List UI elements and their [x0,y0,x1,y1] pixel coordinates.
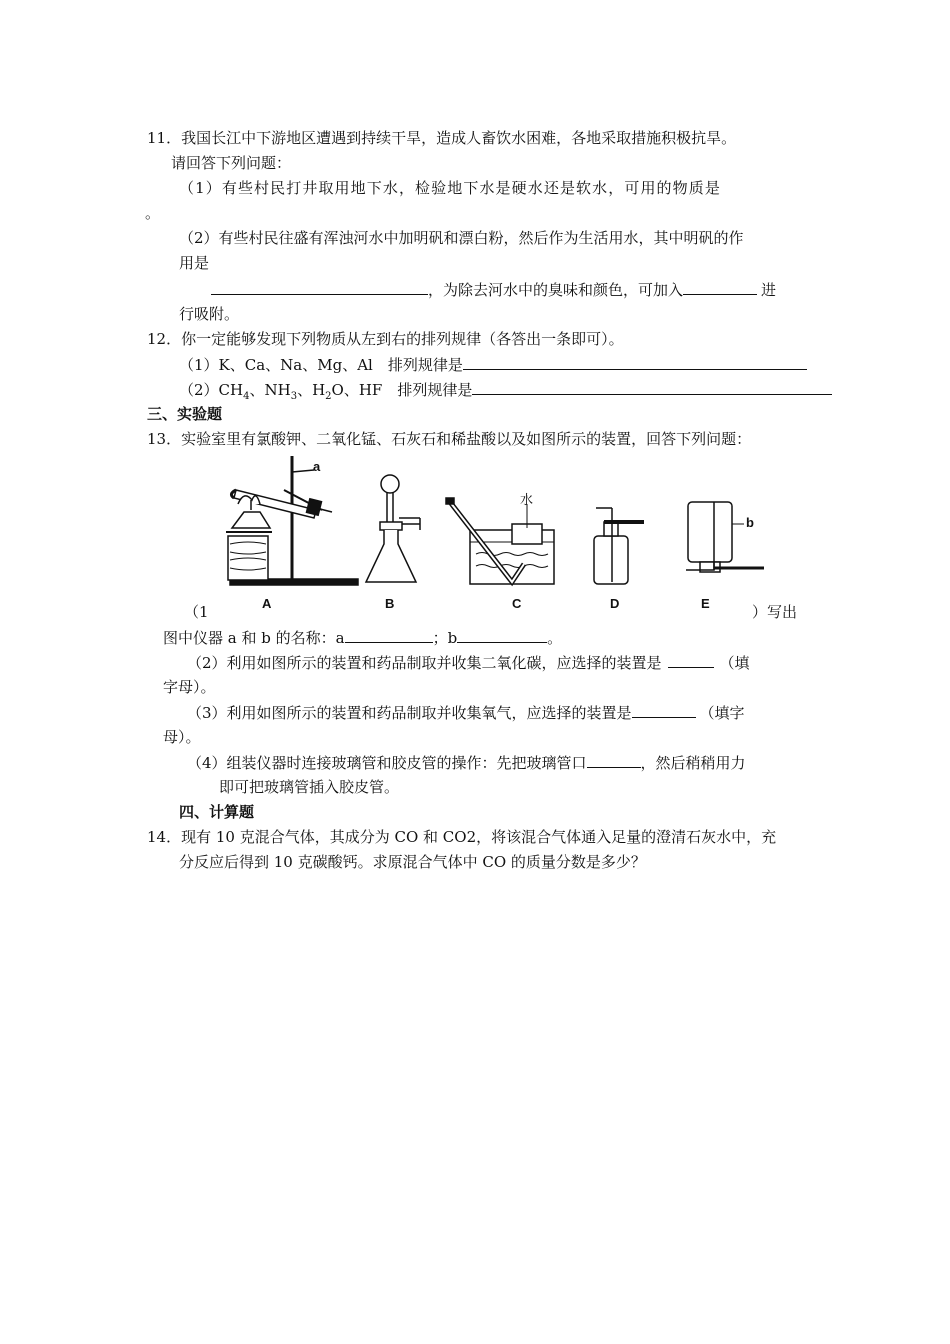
q13-part3-line [187,702,745,723]
q13-part2-b: 字母）。 [163,678,216,696]
q12-part1-line [179,354,807,375]
q13-part2-a: （2）利用如图所示的装置和药品制取并收集二氧化碳，应选择的装置是 [187,654,662,672]
q13-part1-b-mid: ；b [432,629,458,647]
q11-part1-end: 。 [145,204,161,222]
q12-part1: （1）K、Ca、Na、Mg、Al 排列规律是 [179,356,463,374]
label-A: A [262,596,272,611]
q12-part2-pre: （2）CH [179,381,244,399]
answer-blank-adsorbent[interactable] [683,279,757,295]
q13-part1-open: （1 [184,603,209,621]
q14-line2: 分反应后得到 10 克碳酸钙。求原混合气体中 CO 的质量分数是多少？ [179,853,646,871]
label-C: C [512,596,522,611]
q12-part2-post: O、HF 排列规律是 [331,381,473,399]
apparatus-B [366,475,420,582]
q13-part3-a: （3）利用如图所示的装置和药品制取并收集氧气，应选择的装置是 [187,704,632,722]
q11-line1: 11．我国长江中下游地区遭遇到持续干旱，造成人畜饮水困难，各地采取措施积极抗旱。 [147,129,737,147]
section-3-heading: 三、实验题 [147,405,223,423]
q13-part4-a: （4）组装仪器时连接玻璃管和胶皮管的操作：先把玻璃管口 [187,754,587,772]
q14-line1: 14．现有 10 克混合气体，其成分为 CO 和 CO2，将该混合气体通入足量的澄清石灰水中，充 [147,828,777,846]
q13-part1-b-end: 。 [547,629,563,647]
q11-part2-d: 进 [761,281,777,299]
q11-part2-a: （2）有些村民往盛有浑浊河水中加明矾和漂白粉，然后作为生活用水，其中明矾的作 [179,229,744,247]
q13-part3-a-end: （填字 [699,704,745,722]
label-water: 水 [520,493,534,508]
q13-part4-line [187,752,746,773]
label-E: E [701,596,710,611]
q13-part2-a-end: （填 [719,654,750,672]
answer-blank-o2[interactable] [632,702,696,718]
answer-blank-b[interactable] [457,627,547,643]
label-b: b [746,515,754,530]
q13-part1-b-line [163,627,562,648]
q13-part4-b: 即可把玻璃管插入胶皮管。 [219,778,400,796]
apparatus-C [446,498,554,584]
q12-part2-line [179,379,832,407]
q13-stem: 13．实验室里有氯酸钾、二氧化锰、石灰石和稀盐酸以及如图所示的装置，回答下列问题： [147,430,752,448]
q13-part1-b-pre: 图中仪器 a 和 b 的名称：a [163,629,345,647]
q11-line2: 请回答下列问题： [171,154,292,172]
answer-blank-tube[interactable] [587,752,641,768]
q11-part1: （1）有些村民打井取用地下水，检验地下水是硬水还是软水，可用的物质是 [179,179,721,197]
q11-part2-b: 用是 [179,254,210,272]
apparatus-figure [224,452,784,612]
answer-blank-alum[interactable] [211,279,428,295]
q12-sub-4: 4 [243,391,250,402]
q11-part2-c-line [211,279,776,300]
answer-blank-a[interactable] [345,627,433,643]
label-B: B [385,596,395,611]
q13-part1-close: ）写出 [752,603,798,621]
q12-part2-mid2: 、H [297,381,326,399]
q13-part2-line [187,652,750,673]
q13-part4-a-end: ，然后稍稍用力 [640,754,746,772]
answer-blank-q12-2[interactable] [472,379,832,395]
q11-part2-e: 行吸附。 [179,305,240,323]
q13-part3-b: 母）。 [163,728,201,746]
apparatus-E [686,502,764,572]
q11-part2-c: ，为除去河水中的臭味和颜色，可加入 [428,281,684,299]
q12-stem: 12．你一定能够发现下列物质从左到右的排列规律（各答出一条即可）。 [147,330,624,348]
answer-blank-co2[interactable] [668,652,714,668]
section-4-heading: 四、计算题 [179,803,255,821]
q12-part2-mid1: 、NH [249,381,291,399]
q12-sub-2: 2 [325,391,332,402]
apparatus-D [594,508,644,584]
answer-blank-q12-1[interactable] [463,354,807,370]
apparatus-A [226,456,358,585]
q12-sub-3: 3 [290,391,298,402]
label-D: D [610,596,620,611]
label-a: a [313,459,321,474]
